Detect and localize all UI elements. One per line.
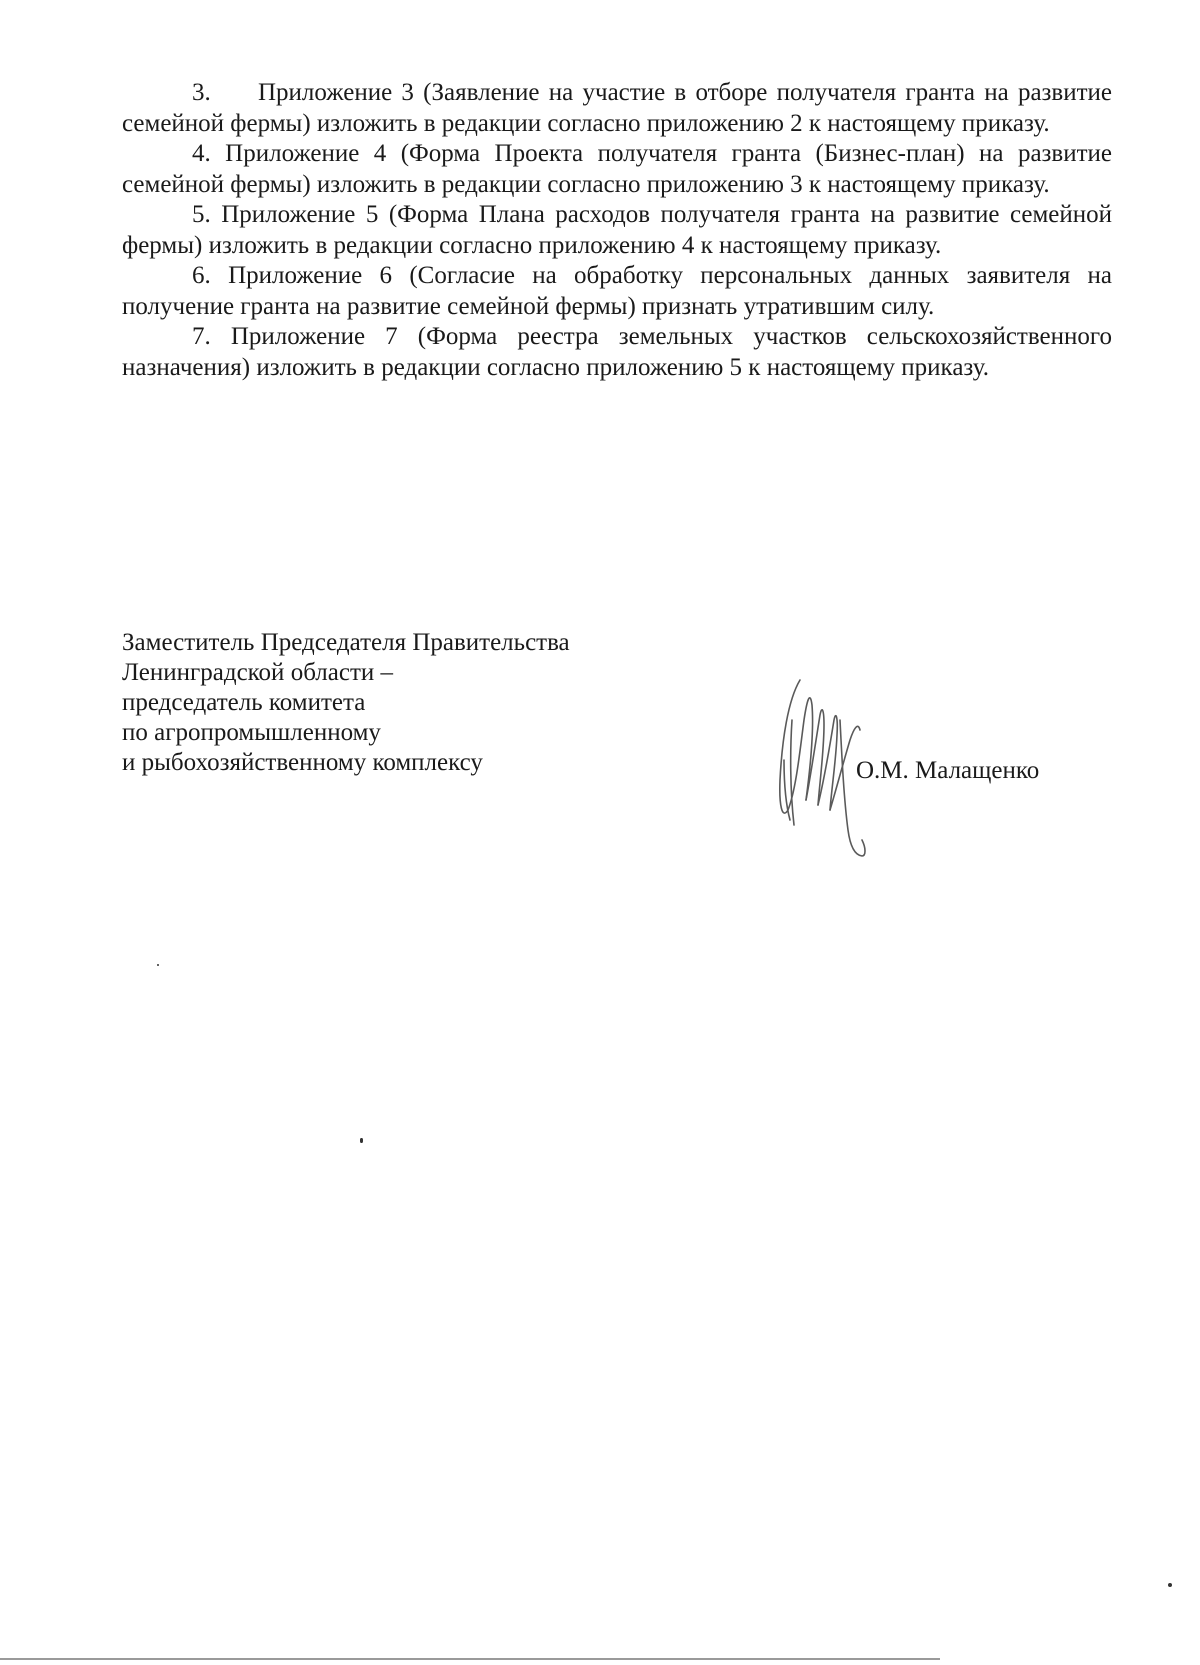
position-line: Ленинградской области – [122, 659, 394, 686]
scan-speck [157, 964, 159, 966]
scan-speck [360, 1138, 363, 1143]
paragraph-text: Приложение 7 (Форма реестра земельных участков сельскохозяйственного назначения) изложить в редакции согласно приложению 5 к настоящему приказу. [122, 323, 1112, 381]
paragraph-text: Приложение 3 (Заявление на участие в отборе получателя гранта на развитие семейной фермы) изложить в редакции согласно приложению 2 к настоящему приказу. [122, 79, 1112, 137]
paragraph-5 [122, 200, 1112, 261]
paragraph-number: 3. [192, 79, 211, 106]
paragraph-3 [122, 78, 1112, 139]
paragraph-number: 5. [192, 201, 211, 228]
signatory-position [122, 628, 722, 778]
paragraph-text: Приложение 5 (Форма Плана расходов получателя гранта на развитие семейной фермы) изложить в редакции согласно приложению 4 к настоящему приказу. [122, 201, 1112, 259]
order-amendments [122, 78, 1112, 383]
paragraph-number: 6. [192, 262, 211, 289]
scan-speck [1168, 1583, 1172, 1587]
paragraph-text: Приложение 6 (Согласие на обработку персональных данных заявителя на получение гранта на развитие семейной фермы) признать утратившим силу. [122, 262, 1112, 320]
paragraph-7 [122, 322, 1112, 383]
paragraph-6 [122, 261, 1112, 322]
position-line: по агропромышленному [122, 719, 381, 746]
position-line: Заместитель Председателя Правительства [122, 629, 570, 656]
position-line: и рыбохозяйственному комплексу [122, 749, 483, 776]
paragraph-4 [122, 139, 1112, 200]
page-bottom-edge [0, 1658, 940, 1660]
paragraph-text: Приложение 4 (Форма Проекта получателя гранта (Бизнес-план) на развитие семейной фермы) изложить в редакции согласно приложению 3 к настоящему приказу. [122, 140, 1112, 198]
paragraph-number: 4. [192, 140, 211, 167]
position-line: председатель комитета [122, 689, 366, 716]
paragraph-number: 7. [192, 323, 211, 350]
signatory-name: О.М. Малащенко [856, 757, 1040, 784]
